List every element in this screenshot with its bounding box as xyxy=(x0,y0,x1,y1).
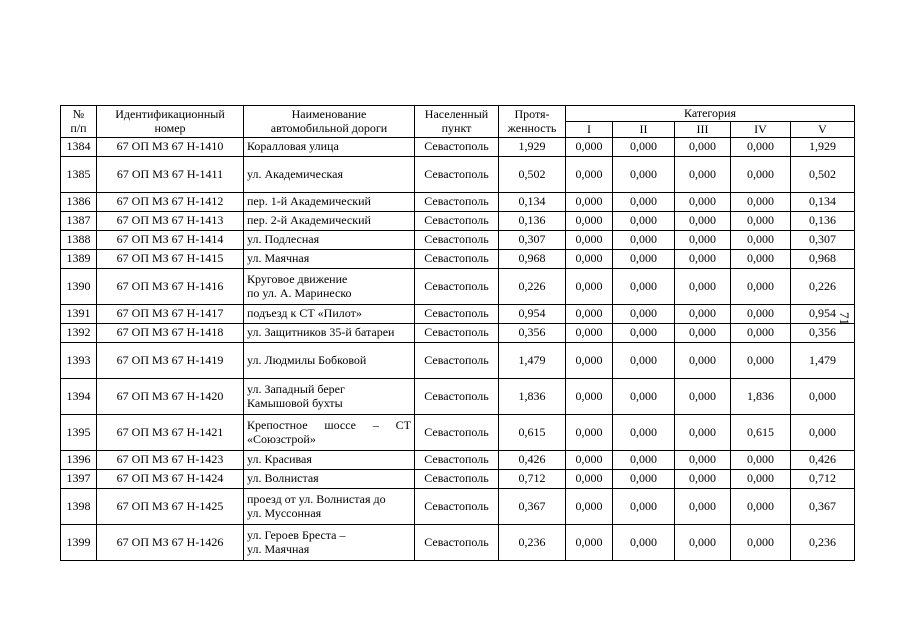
row-category-value: 0,000 xyxy=(731,470,791,489)
row-category-value: 0,136 xyxy=(791,212,855,231)
row-category-value: 0,000 xyxy=(613,250,675,269)
row-category-value: 0,226 xyxy=(791,269,855,305)
row-category-value: 0,000 xyxy=(731,451,791,470)
row-category-value: 0,712 xyxy=(791,470,855,489)
row-road-name: ул. Людмилы Бобковой xyxy=(244,343,415,379)
row-category-value: 0,000 xyxy=(675,138,731,157)
header-category-col: III xyxy=(675,122,731,138)
row-length: 0,426 xyxy=(499,451,566,470)
row-category-value: 0,000 xyxy=(731,157,791,193)
row-number: 1388 xyxy=(61,231,97,250)
row-category-value: 0,000 xyxy=(675,324,731,343)
row-id: 67 ОП МЗ 67 Н-1426 xyxy=(97,525,244,561)
row-number: 1385 xyxy=(61,157,97,193)
row-category-value: 0,356 xyxy=(791,324,855,343)
row-length: 0,134 xyxy=(499,193,566,212)
header-length: Протя- женность xyxy=(499,106,566,138)
row-category-value: 0,000 xyxy=(613,379,675,415)
row-length: 0,502 xyxy=(499,157,566,193)
table-row xyxy=(61,212,855,231)
row-number: 1390 xyxy=(61,269,97,305)
table-body xyxy=(61,138,855,561)
row-category-value: 0,000 xyxy=(566,451,613,470)
row-category-value: 0,000 xyxy=(566,193,613,212)
table-row xyxy=(61,343,855,379)
row-category-value: 0,000 xyxy=(613,324,675,343)
row-id: 67 ОП МЗ 67 Н-1412 xyxy=(97,193,244,212)
row-category-value: 0,000 xyxy=(613,470,675,489)
row-category-value: 0,000 xyxy=(675,305,731,324)
row-category-value: 0,000 xyxy=(566,489,613,525)
row-category-value: 0,236 xyxy=(791,525,855,561)
row-id: 67 ОП МЗ 67 Н-1423 xyxy=(97,451,244,470)
row-length: 0,136 xyxy=(499,212,566,231)
row-id: 67 ОП МЗ 67 Н-1411 xyxy=(97,157,244,193)
row-category-value: 0,000 xyxy=(566,324,613,343)
row-locality: Севастополь xyxy=(415,489,499,525)
row-id: 67 ОП МЗ 67 Н-1413 xyxy=(97,212,244,231)
row-id: 67 ОП МЗ 67 Н-1419 xyxy=(97,343,244,379)
row-category-value: 0,000 xyxy=(613,269,675,305)
table-row xyxy=(61,489,855,525)
row-category-value: 1,929 xyxy=(791,138,855,157)
row-category-value: 0,000 xyxy=(731,193,791,212)
row-road-name: ул. Волнистая xyxy=(244,470,415,489)
row-id: 67 ОП МЗ 67 Н-1415 xyxy=(97,250,244,269)
row-category-value: 1,836 xyxy=(731,379,791,415)
row-category-value: 0,000 xyxy=(613,525,675,561)
header-category-col: I xyxy=(566,122,613,138)
row-category-value: 0,000 xyxy=(566,212,613,231)
row-road-name: ул. Героев Бреста – ул. Маячная xyxy=(244,525,415,561)
row-number: 1384 xyxy=(61,138,97,157)
row-category-value: 0,000 xyxy=(731,212,791,231)
row-category-value: 0,000 xyxy=(731,231,791,250)
row-locality: Севастополь xyxy=(415,138,499,157)
row-category-value: 0,000 xyxy=(613,193,675,212)
row-category-value: 0,426 xyxy=(791,451,855,470)
row-road-name: Крепостное шоссе – СТ «Союзстрой» xyxy=(244,415,415,451)
row-locality: Севастополь xyxy=(415,324,499,343)
row-category-value: 0,000 xyxy=(675,525,731,561)
row-category-value: 0,000 xyxy=(613,231,675,250)
row-road-name: ул. Западный берег Камышовой бухты xyxy=(244,379,415,415)
row-locality: Севастополь xyxy=(415,212,499,231)
table-header xyxy=(61,106,855,138)
row-category-value: 0,000 xyxy=(675,379,731,415)
row-category-value: 0,000 xyxy=(791,379,855,415)
row-category-value: 0,000 xyxy=(613,343,675,379)
header-locality: Населенный пункт xyxy=(415,106,499,138)
row-locality: Севастополь xyxy=(415,193,499,212)
row-locality: Севастополь xyxy=(415,525,499,561)
row-category-value: 0,000 xyxy=(613,415,675,451)
row-id: 67 ОП МЗ 67 Н-1418 xyxy=(97,324,244,343)
row-locality: Севастополь xyxy=(415,415,499,451)
row-category-value: 0,000 xyxy=(675,343,731,379)
row-road-name: ул. Подлесная xyxy=(244,231,415,250)
row-id: 67 ОП МЗ 67 Н-1416 xyxy=(97,269,244,305)
row-road-name: ул. Красивая xyxy=(244,451,415,470)
row-category-value: 0,000 xyxy=(566,343,613,379)
row-road-name: подъезд к СТ «Пилот» xyxy=(244,305,415,324)
table-row xyxy=(61,324,855,343)
row-road-name: Круговое движение по ул. А. Маринеско xyxy=(244,269,415,305)
row-category-value: 0,502 xyxy=(791,157,855,193)
row-category-value: 0,000 xyxy=(613,305,675,324)
row-category-value: 0,000 xyxy=(731,305,791,324)
row-category-value: 0,000 xyxy=(731,525,791,561)
row-category-value: 0,000 xyxy=(675,250,731,269)
row-road-name: ул. Маячная xyxy=(244,250,415,269)
row-road-name: ул. Защитников 35-й батареи xyxy=(244,324,415,343)
row-category-value: 0,000 xyxy=(731,269,791,305)
row-category-value: 0,000 xyxy=(613,212,675,231)
row-category-value: 0,000 xyxy=(566,157,613,193)
header-road-name: Наименование автомобильной дороги xyxy=(244,106,415,138)
row-id: 67 ОП МЗ 67 Н-1414 xyxy=(97,231,244,250)
row-length: 0,968 xyxy=(499,250,566,269)
table-row xyxy=(61,193,855,212)
table-row xyxy=(61,470,855,489)
row-category-value: 1,479 xyxy=(791,343,855,379)
row-road-name: ул. Академическая xyxy=(244,157,415,193)
table-row xyxy=(61,138,855,157)
row-length: 1,929 xyxy=(499,138,566,157)
row-id: 67 ОП МЗ 67 Н-1410 xyxy=(97,138,244,157)
page-number: 71 xyxy=(837,312,852,325)
row-category-value: 0,968 xyxy=(791,250,855,269)
row-id: 67 ОП МЗ 67 Н-1425 xyxy=(97,489,244,525)
row-length: 0,236 xyxy=(499,525,566,561)
table-row xyxy=(61,379,855,415)
row-number: 1397 xyxy=(61,470,97,489)
table-row xyxy=(61,525,855,561)
row-category-value: 0,307 xyxy=(791,231,855,250)
table-row xyxy=(61,250,855,269)
row-id: 67 ОП МЗ 67 Н-1417 xyxy=(97,305,244,324)
row-category-value: 0,000 xyxy=(613,451,675,470)
row-category-value: 0,000 xyxy=(566,231,613,250)
row-locality: Севастополь xyxy=(415,379,499,415)
row-road-name: Коралловая улица xyxy=(244,138,415,157)
row-locality: Севастополь xyxy=(415,451,499,470)
row-id: 67 ОП МЗ 67 Н-1424 xyxy=(97,470,244,489)
row-category-value: 0,000 xyxy=(675,269,731,305)
row-locality: Севастополь xyxy=(415,470,499,489)
row-category-value: 0,000 xyxy=(791,415,855,451)
header-category-col: V xyxy=(791,122,855,138)
header-category-col: II xyxy=(613,122,675,138)
row-locality: Севастополь xyxy=(415,231,499,250)
row-length: 0,954 xyxy=(499,305,566,324)
row-category-value: 0,000 xyxy=(566,470,613,489)
row-category-value: 0,000 xyxy=(675,470,731,489)
table-row xyxy=(61,157,855,193)
row-category-value: 0,134 xyxy=(791,193,855,212)
row-locality: Севастополь xyxy=(415,157,499,193)
row-locality: Севастополь xyxy=(415,269,499,305)
table-row xyxy=(61,305,855,324)
header-id: Идентификационный номер xyxy=(97,106,244,138)
row-road-name: пер. 2-й Академический xyxy=(244,212,415,231)
row-category-value: 0,000 xyxy=(731,324,791,343)
row-category-value: 0,000 xyxy=(566,415,613,451)
row-category-value: 0,000 xyxy=(566,525,613,561)
row-id: 67 ОП МЗ 67 Н-1421 xyxy=(97,415,244,451)
row-id: 67 ОП МЗ 67 Н-1420 xyxy=(97,379,244,415)
row-road-name: пер. 1-й Академический xyxy=(244,193,415,212)
row-number: 1399 xyxy=(61,525,97,561)
row-category-value: 0,000 xyxy=(675,231,731,250)
row-category-value: 0,000 xyxy=(731,138,791,157)
row-number: 1393 xyxy=(61,343,97,379)
row-category-value: 0,000 xyxy=(731,489,791,525)
table-row xyxy=(61,415,855,451)
row-number: 1387 xyxy=(61,212,97,231)
row-length: 0,712 xyxy=(499,470,566,489)
row-locality: Севастополь xyxy=(415,343,499,379)
row-category-value: 0,000 xyxy=(613,489,675,525)
row-length: 0,307 xyxy=(499,231,566,250)
row-length: 0,356 xyxy=(499,324,566,343)
row-category-value: 0,000 xyxy=(675,415,731,451)
row-category-value: 0,000 xyxy=(675,157,731,193)
row-category-value: 0,000 xyxy=(566,379,613,415)
row-number: 1398 xyxy=(61,489,97,525)
row-number: 1391 xyxy=(61,305,97,324)
row-locality: Севастополь xyxy=(415,305,499,324)
row-number: 1392 xyxy=(61,324,97,343)
row-number: 1396 xyxy=(61,451,97,470)
table-row xyxy=(61,231,855,250)
row-category-value: 0,000 xyxy=(613,138,675,157)
header-category-col: IV xyxy=(731,122,791,138)
row-category-value: 0,000 xyxy=(731,343,791,379)
row-category-value: 0,000 xyxy=(566,269,613,305)
row-category-value: 0,000 xyxy=(566,305,613,324)
header-number: № п/п xyxy=(61,106,97,138)
row-number: 1389 xyxy=(61,250,97,269)
row-length: 0,367 xyxy=(499,489,566,525)
row-category-value: 0,000 xyxy=(566,138,613,157)
row-category-value: 0,367 xyxy=(791,489,855,525)
row-number: 1394 xyxy=(61,379,97,415)
row-category-value: 0,000 xyxy=(675,193,731,212)
row-category-value: 0,000 xyxy=(675,212,731,231)
row-locality: Севастополь xyxy=(415,250,499,269)
row-number: 1386 xyxy=(61,193,97,212)
row-category-value: 0,954 xyxy=(791,305,855,324)
row-category-value: 0,000 xyxy=(675,451,731,470)
row-category-value: 0,000 xyxy=(613,157,675,193)
row-road-name: проезд от ул. Волнистая до ул. Муссонная xyxy=(244,489,415,525)
row-category-value: 0,615 xyxy=(731,415,791,451)
row-category-value: 0,000 xyxy=(566,250,613,269)
row-number: 1395 xyxy=(61,415,97,451)
row-length: 1,479 xyxy=(499,343,566,379)
row-length: 1,836 xyxy=(499,379,566,415)
road-registry-table xyxy=(60,105,855,561)
table-row xyxy=(61,451,855,470)
row-category-value: 0,000 xyxy=(675,489,731,525)
header-category: Категория xyxy=(566,106,855,122)
row-category-value: 0,000 xyxy=(731,250,791,269)
row-length: 0,615 xyxy=(499,415,566,451)
row-length: 0,226 xyxy=(499,269,566,305)
table-row xyxy=(61,269,855,305)
